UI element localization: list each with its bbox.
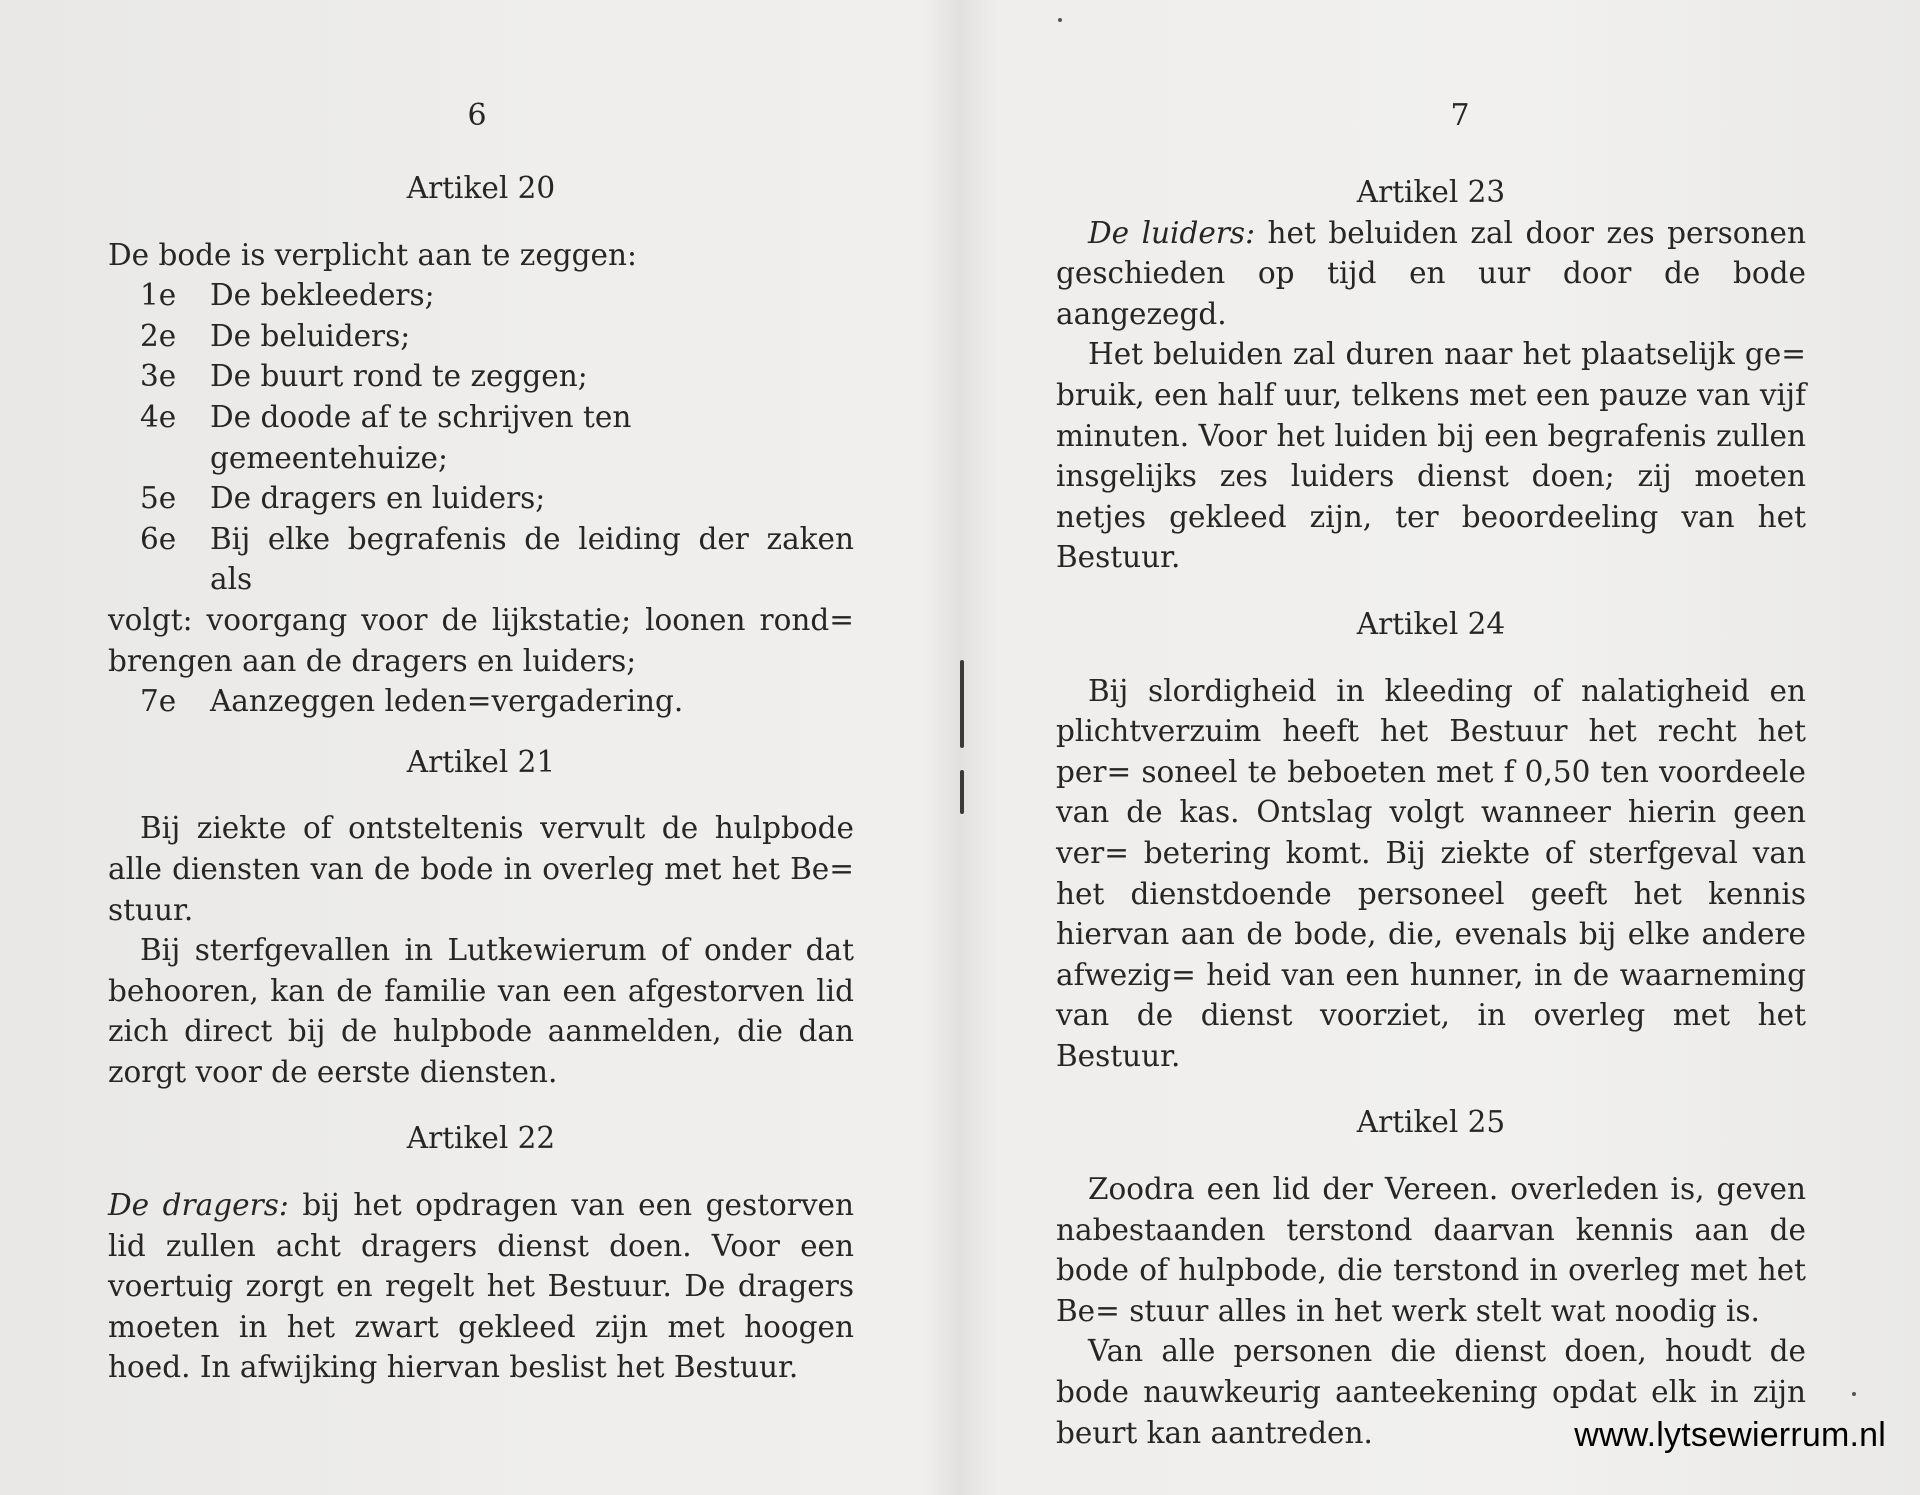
list-item: 6e Bij elke begrafenis de leiding der zaken als <box>140 521 854 597</box>
article-20-heading: Artikel 20 <box>406 171 556 205</box>
article-21-paragraph-2: Bij sterfgevallen in Lutkewierum of onder dat behooren, kan de familie van een afgestorven lid zich direct bij de hulpbode aanmelden, die dan zorgt voor de eerste diensten. <box>108 933 854 1089</box>
list-item: 3e De buurt rond te zeggen; <box>140 359 588 394</box>
article-23-paragraph-1: De luiders: het beluiden zal door zes personen geschieden op tijd en uur door de bode aangezegd. <box>1056 215 1806 331</box>
article-23-heading: Artikel 23 <box>1356 175 1506 209</box>
article-21-heading: Artikel 21 <box>406 744 556 779</box>
speck <box>1852 1392 1856 1396</box>
list-item: 5e De dragers en luiders; <box>140 481 546 516</box>
staple-bottom <box>960 770 964 814</box>
page-number-right: 7 <box>1450 98 1470 133</box>
article-25-heading: Artikel 25 <box>1356 1105 1506 1140</box>
speck <box>1058 18 1062 22</box>
article-20-list-end <box>108 681 854 722</box>
article-20-list <box>108 275 854 600</box>
article-22-paragraph: De dragers: bij het opdragen van een gestorven lid zullen acht dragers dienst doen. Voor een voertuig zorgt en regelt het Bestuur. De dragers moeten in het zwart gekleed zijn met hoogen hoed. In afwijking hiervan beslist het Bestuur. <box>108 1188 854 1385</box>
article-21-paragraph-1: Bij ziekte of ontsteltenis vervult de hulpbode alle diensten van de bode in overleg met het Be= stuur. <box>108 811 854 927</box>
staple-top <box>960 660 964 748</box>
article-20-item6-continuation: volgt: voorgang voor de lijkstatie; loonen rond= brengen aan de dragers en luiders; <box>108 602 854 678</box>
list-item: 2e De beluiders; <box>140 318 411 353</box>
article-24-paragraph: Bij slordigheid in kleeding of nalatigheid en plichtverzuim heeft het Bestuur het recht het per= soneel te beboeten met f 0,50 ten voordeele van de kas. Ontslag volgt wanneer hierin geen ver= betering komt. Bij ziekte of sterfgeval van het dienstdoende personeel geeft het kennis hiervan aan de bode, die, evenals bij elke andere afwezig= heid van een hunner, in de waarneming van de dienst voorziet, in overleg met het Bestuur. <box>1056 673 1806 1073</box>
right-column <box>1056 172 1806 1453</box>
website-watermark: www.lytsewierrum.nl <box>1574 1416 1886 1454</box>
page-number-left: 6 <box>467 98 487 133</box>
list-item: 7e Aanzeggen leden=vergadering. <box>140 684 684 719</box>
article-25-paragraph-1: Zoodra een lid der Vereen. overleden is, geven nabestaanden terstond daarvan kennis aan de bode of hulpbode, die terstond in overleg met het Be= stuur alles in het werk stelt wat noodig is. <box>1056 1172 1806 1328</box>
left-column <box>108 168 854 1388</box>
article-23-lead: De luiders: <box>1088 215 1256 250</box>
article-22-lead: De dragers: <box>108 1188 289 1223</box>
article-24-heading: Artikel 24 <box>1356 606 1506 641</box>
article-23-paragraph-2: Het beluiden zal duren naar het plaatselijk ge= bruik, een half uur, telkens met een pauze van vijf minuten. Voor het luiden bij een begrafenis zullen insgelijks zes luiders dienst doen; zij moeten netjes gekleed zijn, ter beoordeeling van het Bestuur. <box>1056 337 1806 575</box>
list-item: 4e De doode af te schrijven ten gemeentehuize; <box>140 399 632 475</box>
list-item: 1e De bekleeders; <box>140 278 435 313</box>
article-22-heading: Artikel 22 <box>406 1121 556 1156</box>
article-25-paragraph-2: Van alle personen die dienst doen, houdt de bode nauwkeurig aanteekening opdat elk in zijn beurt kan aantreden. <box>1056 1334 1806 1450</box>
article-20-intro: De bode is verplicht aan te zeggen: <box>108 237 637 272</box>
right-page <box>960 0 1920 1495</box>
